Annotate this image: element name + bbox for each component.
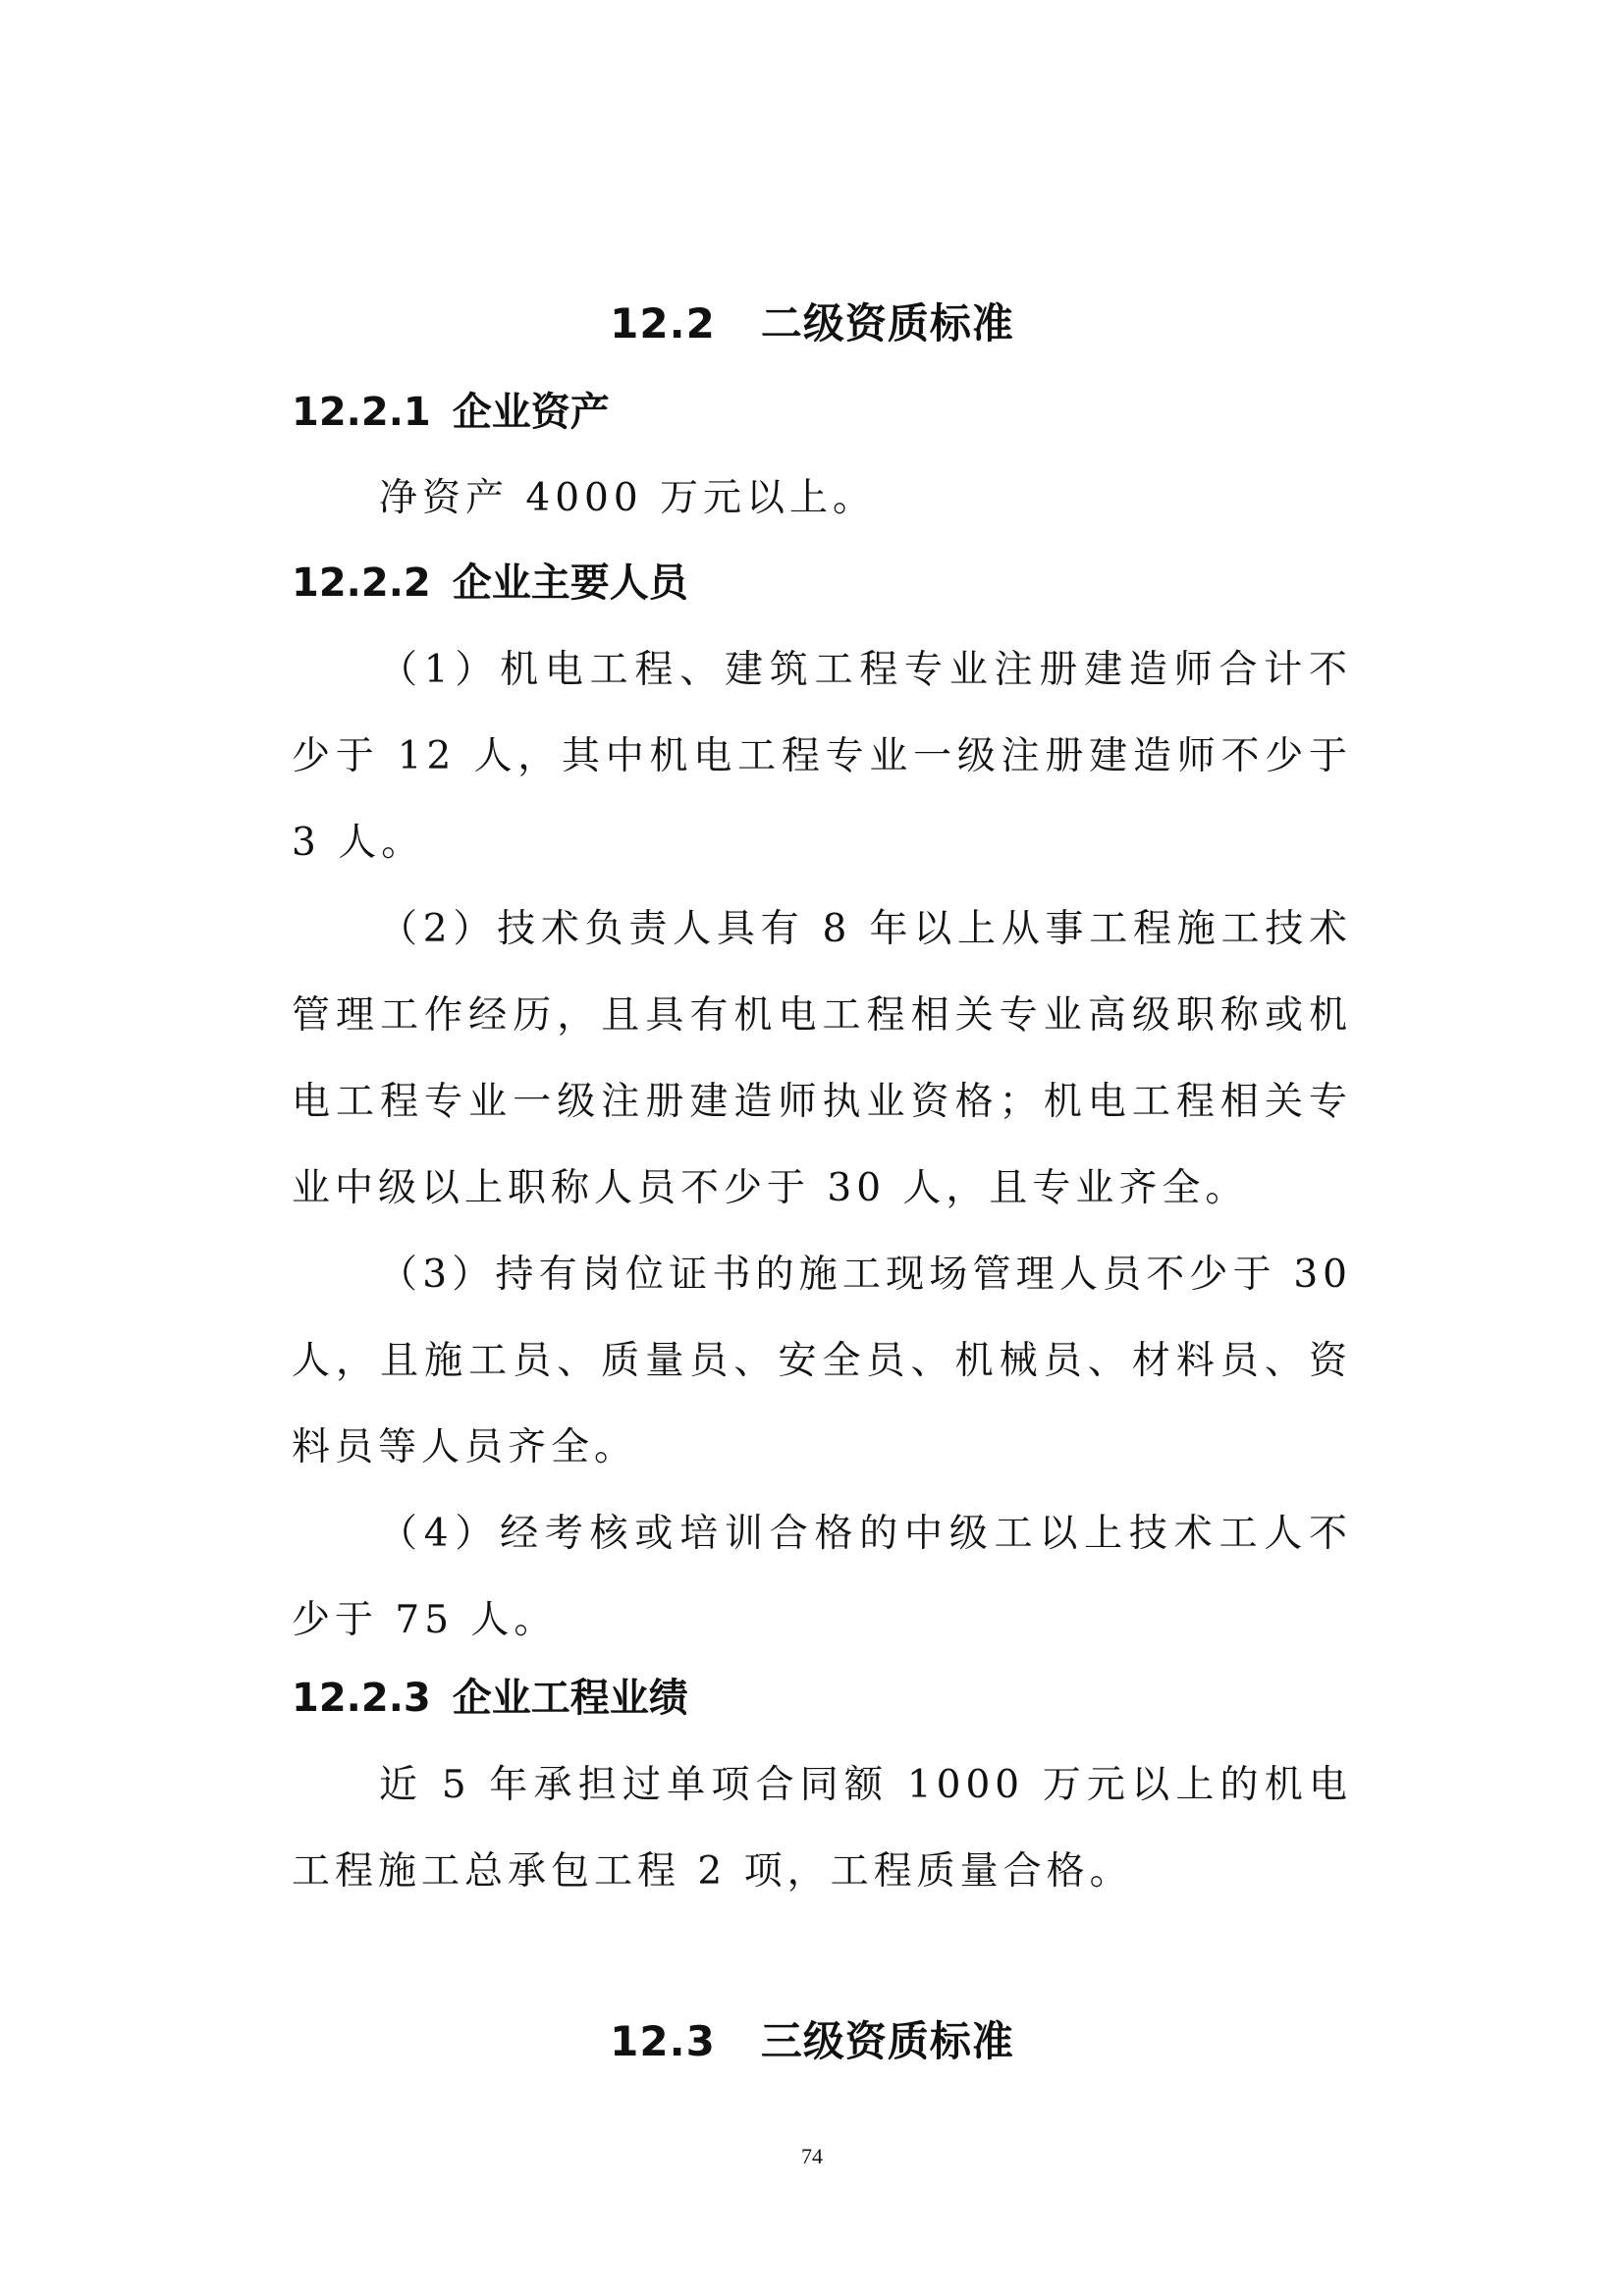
page-number: 74 [801,2144,823,2168]
subsection-title-text: 企业工程业绩 [452,1676,688,1721]
paragraph-project-record: 近 5 年承担过单项合同额 1000 万元以上的机电工程施工总承包工程 2 项，工程质量合格。 [292,1763,1352,1894]
section-title-12-3 [0,2012,1624,2071]
subsection-number: 12.2.1 [292,390,431,435]
subsection-title-text: 企业主要人员 [452,561,688,606]
subsection-number: 12.2.3 [292,1676,431,1721]
section-title-text: 二级资质标准 [760,299,1014,347]
paragraph-personnel-3: （3）持有岗位证书的施工现场管理人员不少于 30 人，且施工员、质量员、安全员、机械员、材料员、资料员等人员齐全。 [292,1253,1352,1469]
section-title-text: 三级资质标准 [760,2017,1014,2065]
subsection-number: 12.2.2 [292,561,431,606]
subsection-title-text: 企业资产 [452,390,610,435]
subsection-heading-12-2-1 [292,383,610,442]
paragraph-net-assets: 净资产 4000 万元以上。 [379,476,877,520]
subsection-heading-12-2-3 [292,1669,688,1728]
section-number: 12.3 [610,2017,716,2065]
section-title-12-2 [0,294,1624,353]
paragraph-personnel-1: （1）机电工程、建筑工程专业注册建造师合计不少于 12 人，其中机电工程专业一级注册建造师不少于 3 人。 [292,648,1352,865]
subsection-heading-12-2-2 [292,554,688,613]
section-number: 12.2 [610,299,716,347]
paragraph-personnel-2: （2）技术负责人具有 8 年以上从事工程施工技术管理工作经历，且具有机电工程相关专业高级职称或机电工程专业一级注册建造师执业资格；机电工程相关专业中级以上职称人员不少于 30 人，且专业齐全。 [292,907,1352,1210]
paragraph-personnel-4: （4）经考核或培训合格的中级工以上技术工人不少于 75 人。 [292,1512,1352,1642]
